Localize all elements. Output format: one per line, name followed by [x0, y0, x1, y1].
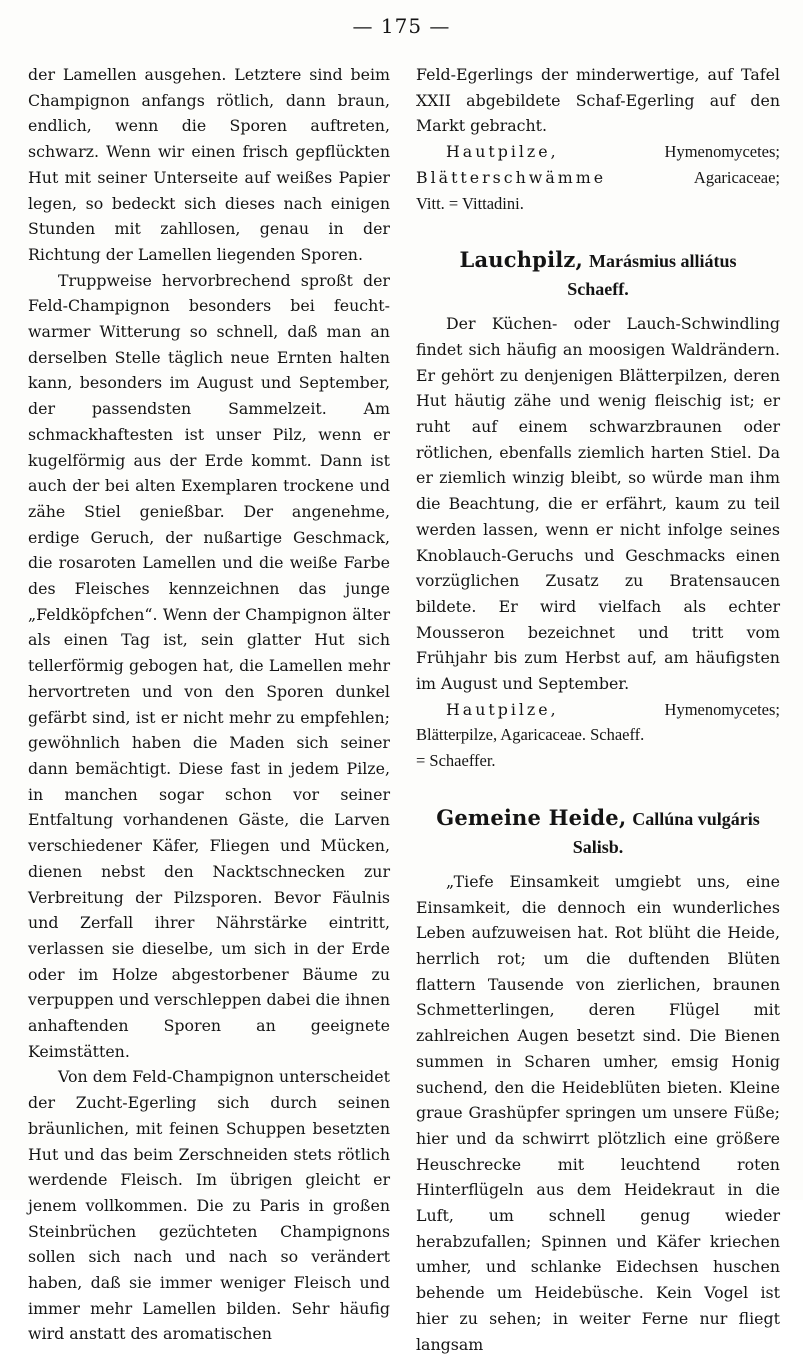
taxonomy-author-abbrev: = Schaeffer. [416, 751, 496, 771]
taxonomy-group: Hautpilze, [446, 142, 559, 162]
taxonomy-group: Hautpilze, [446, 699, 559, 719]
right-column [416, 62, 780, 1357]
paragraph-field-champignon: Truppweise hervorbrechend sproßt der Feld-Champignon besonders bei feucht-warmer Witterung so schnell, daß man an derselben Stelle täglich neue Ernten halten kann, besonders im August und September, der passendsten Sammelzeit. Am schmackhaftesten ist unser Pilz, wenn er kugelförmig aus der Erde kommt. Dann ist auch der bei alten Exemplaren trockene und zähe Stiel genießbar. Der angenehme, erdige Geruch, der nußartige Geschmack, die rosaroten Lamellen und die weiße Farbe des Fleisches kennzeichnen das junge „Feldköpfchen“. Wenn der Champignon älter als einen Tag ist, sein glatter Hut sich tellerförmig gebogen hat, die Lamellen mehr hervortreten und von den Sporen dunkel gefärbt sind, ist er nicht mehr zu empfehlen; gewöhnlich haben die Maden sich seiner dann bemächtigt. Diese fast in jedem Pilze, in manchen sogar schon vor seiner Entfaltung vorhandenen Gäste, die Larven verschiedener Käfer, Fliegen und Mücken, dienen nebst den Nacktschnecken zur Verbreitung der Pilzsporen. Bevor Fäulnis und Zerfall ihrer Nährstärke eintritt, verlassen sie dieselbe, um sich in der Erde oder im Holze abgestorbener Bäume zu verpuppen und verschleppen dabei die ihnen anhaftenden Sporen an geeignete Keimstätten. [28, 270, 391, 1061]
paragraph-heide-quote: „Tiefe Einsamkeit umgiebt uns, eine Einsamkeit, die dennoch ein wunderliches Leben aufzuweisen hat. Rot blüht die Heide, herrlich rot; um die duftenden Blüten flattern Tausende von zierlichen, braunen Schmetterlingen, deren Flügel mit zahlreichen Augen besetzt sind. Die Bienen summen in Scharen umher, emsig Honig suchend, den die Heideblüten bieten. Kleine graue Grashüpfer springen um unsere Füße; hier und da schwirrt plötzlich eine größere Heuschrecke mit leuchtend roten Hinterflügeln aus dem Heidekraut in die Luft, um schnell genug wieder herabzufallen; Spinnen und Käfer kriechen umher, und schlanke Eidechsen huschen behende um Heidebüsche. Kein Vogel ist hier zu sehen; in weiter Ferne nur fliegt langsam [416, 871, 780, 1354]
section-title: Lauchpilz, [459, 247, 584, 273]
taxonomy-family: Blätterschwämme [416, 167, 607, 187]
section-heading-lauchpilz [416, 246, 780, 303]
taxonomy-family-line: Blätterpilze, Agaricaceae. Schaeff. [416, 725, 645, 745]
page-number: — 175 — [352, 14, 451, 38]
section-latin-name: Callúna vulgáris [632, 808, 760, 829]
section-heading-heide [416, 804, 780, 861]
paragraph-field-egerling-end: Feld-Egerlings der minderwertige, auf Tafel XXII abgebildete Schaf-Egerling auf den Markt gebracht. [416, 65, 780, 136]
left-column [28, 62, 390, 1347]
taxonomy-latin: Hymenomycetes; [664, 142, 780, 162]
taxonomy-note-lauchpilz [416, 697, 780, 774]
taxonomy-note-champignon [416, 139, 780, 216]
taxonomy-latin: Hymenomycetes; [664, 699, 780, 719]
taxonomy-author-abbrev: Vitt. = Vittadini. [416, 193, 524, 213]
paragraph-lauchpilz: Der Küchen- oder Lauch-Schwindling findet sich häufig an moosigen Waldrändern. Er gehört zu denjenigen Blätterpilzen, deren Hut häutig zähe und wenig fleischig ist; er ruht auf einem schwarzbraunen oder rötlichen, ebenfalls ziemlich harten Stiel. Da er ziemlich winzig bleibt, so würde man ihm die Beachtung, die er erfährt, kaum zu teil werden lassen, wenn er nicht infolge seines Knoblauch-Geruchs und Geschmacks einen vorzüglichen Zusatz zu Bratensaucen bildete. Er wird vielfach als echter Mousseron bezeichnet und tritt vom Frühjahr bis zum Herbst auf, am häufigsten im August und September. [416, 314, 780, 694]
section-latin-name: Marásmius alliátus [588, 251, 737, 272]
section-title: Gemeine Heide, [436, 804, 627, 830]
section-author: Salisb. [572, 836, 624, 857]
paragraph-cultivated-egerling: Von dem Feld-Champignon unterscheidet der Zucht-Egerling sich durch seinen bräunlichen, mit feinen Schuppen besetzten Hut und das beim Zerschneiden stets rötlich werdende Fleisch. Im übrigen gleicht er jenem vollkommen. Die zu Paris in großen Steinbrüchen gezüchteten Champignons sollen sich nach und nach so verändert haben, daß sie immer weniger Fleisch und immer mehr Lamellen bilden. Sehr häufig wird anstatt des aromatischen [28, 1067, 390, 1344]
taxonomy-family-latin: Agaricaceae; [693, 167, 780, 187]
paragraph-lamellae-spores: der Lamellen ausgehen. Letztere sind beim Champignon anfangs rötlich, dann braun, endlich, wenn die Sporen auftreten, schwarz. Wenn wir einen frisch gepflückten Hut mit seiner Unterseite auf weißes Papier legen, so bedeckt sich dieses nach einigen Stunden mit zahllosen, genau in der Richtung der Lamellen liegenden Sporen. [28, 65, 390, 264]
section-author: Schaeff. [567, 279, 629, 300]
